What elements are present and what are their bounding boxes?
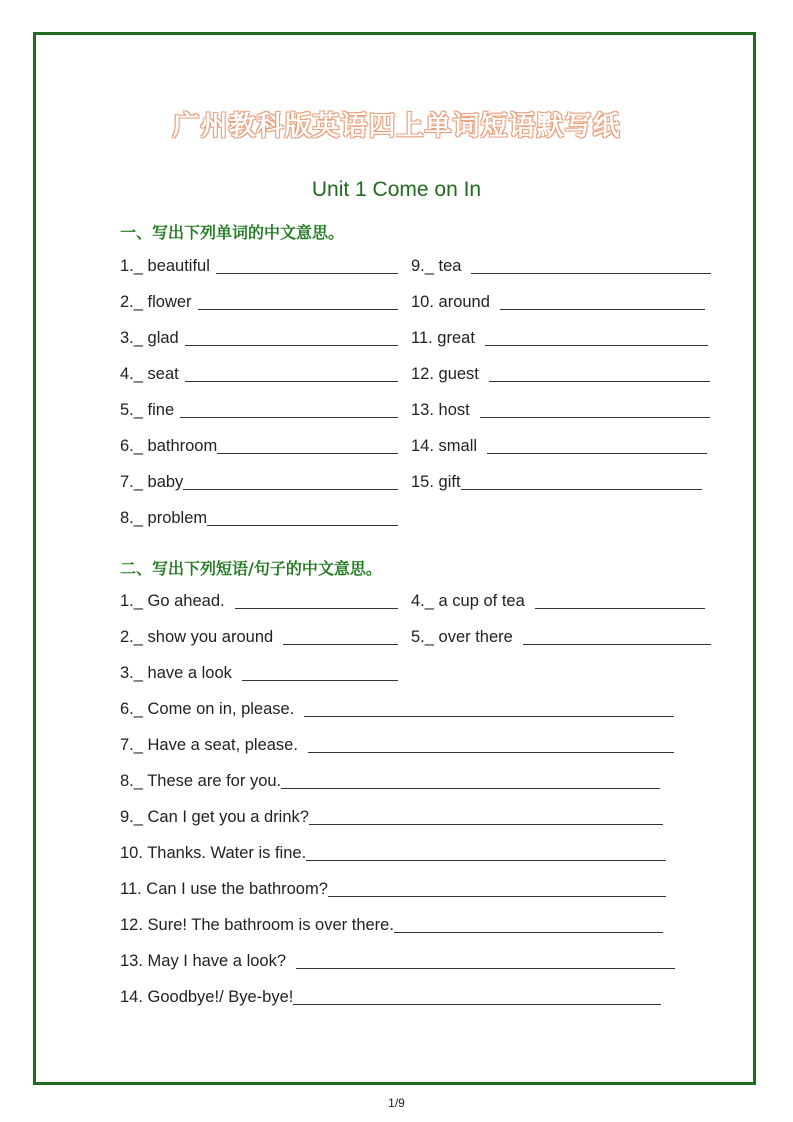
- answer-blank[interactable]: [242, 679, 398, 681]
- word-item[interactable]: 4._ seat: [120, 364, 398, 386]
- phrase-item[interactable]: 5._ over there: [411, 627, 711, 649]
- word-item[interactable]: 6._ bathroom: [120, 436, 398, 458]
- answer-blank[interactable]: [489, 380, 710, 382]
- sentence-item[interactable]: 9._ Can I get you a drink?: [120, 807, 663, 829]
- worksheet-title: 广州教科版英语四上单词短语默写纸: [172, 111, 621, 142]
- section1-heading: 一、写出下列单词的中文意思。: [120, 223, 345, 242]
- answer-blank[interactable]: [216, 272, 398, 274]
- sentence-item[interactable]: 14. Goodbye!/ Bye-bye!: [120, 987, 661, 1009]
- word-item[interactable]: 12. guest: [411, 364, 710, 386]
- word-item[interactable]: 8._ problem: [120, 508, 398, 530]
- answer-blank[interactable]: [471, 272, 711, 274]
- word-item[interactable]: 9._ tea: [411, 256, 711, 278]
- answer-blank[interactable]: [207, 524, 398, 526]
- word-item[interactable]: 5._ fine: [120, 400, 398, 422]
- answer-blank[interactable]: [296, 967, 675, 969]
- answer-blank[interactable]: [304, 715, 674, 717]
- sentence-item[interactable]: 6._ Come on in, please.: [120, 699, 674, 721]
- word-item[interactable]: 13. host: [411, 400, 710, 422]
- phrase-item[interactable]: 2._ show you around: [120, 627, 398, 649]
- answer-blank[interactable]: [180, 416, 398, 418]
- answer-blank[interactable]: [309, 823, 663, 825]
- word-item[interactable]: 7._ baby: [120, 472, 398, 494]
- answer-blank[interactable]: [183, 488, 398, 490]
- answer-blank[interactable]: [461, 488, 702, 490]
- word-item[interactable]: 10. around: [411, 292, 705, 314]
- unit-title: Unit 1 Come on In: [311, 178, 482, 201]
- answer-blank[interactable]: [308, 751, 674, 753]
- answer-blank[interactable]: [487, 452, 707, 454]
- answer-blank[interactable]: [485, 344, 708, 346]
- sentence-item[interactable]: 10. Thanks. Water is fine.: [120, 843, 666, 865]
- word-item[interactable]: 11. great: [411, 328, 708, 350]
- answer-blank[interactable]: [394, 931, 663, 933]
- sentence-item[interactable]: 12. Sure! The bathroom is over there.: [120, 915, 663, 937]
- answer-blank[interactable]: [293, 1003, 661, 1005]
- answer-blank[interactable]: [328, 895, 666, 897]
- word-item[interactable]: 15. gift: [411, 472, 702, 494]
- answer-blank[interactable]: [535, 607, 705, 609]
- word-item[interactable]: 2._ flower: [120, 292, 398, 314]
- word-item[interactable]: 3._ glad: [120, 328, 398, 350]
- phrase-item[interactable]: 4._ a cup of tea: [411, 591, 705, 613]
- answer-blank[interactable]: [217, 452, 398, 454]
- answer-blank[interactable]: [500, 308, 705, 310]
- phrase-item[interactable]: 1._ Go ahead.: [120, 591, 398, 613]
- answer-blank[interactable]: [480, 416, 710, 418]
- answer-blank[interactable]: [523, 643, 711, 645]
- sentence-item[interactable]: 8._ These are for you.: [120, 771, 660, 793]
- phrase-item[interactable]: 3._ have a look: [120, 663, 398, 685]
- section2-heading: 二、写出下列短语/句子的中文意思。: [120, 559, 382, 578]
- answer-blank[interactable]: [306, 859, 666, 861]
- answer-blank[interactable]: [283, 643, 398, 645]
- sentence-item[interactable]: 11. Can I use the bathroom?: [120, 879, 666, 901]
- answer-blank[interactable]: [281, 787, 660, 789]
- word-item[interactable]: 14. small: [411, 436, 707, 458]
- word-item[interactable]: 1._ beautiful: [120, 256, 398, 278]
- answer-blank[interactable]: [235, 607, 398, 609]
- page-number: 1/9: [388, 1096, 405, 1110]
- answer-blank[interactable]: [185, 344, 398, 346]
- sentence-item[interactable]: 13. May I have a look?: [120, 951, 675, 973]
- answer-blank[interactable]: [198, 308, 398, 310]
- sentence-item[interactable]: 7._ Have a seat, please.: [120, 735, 674, 757]
- answer-blank[interactable]: [185, 380, 398, 382]
